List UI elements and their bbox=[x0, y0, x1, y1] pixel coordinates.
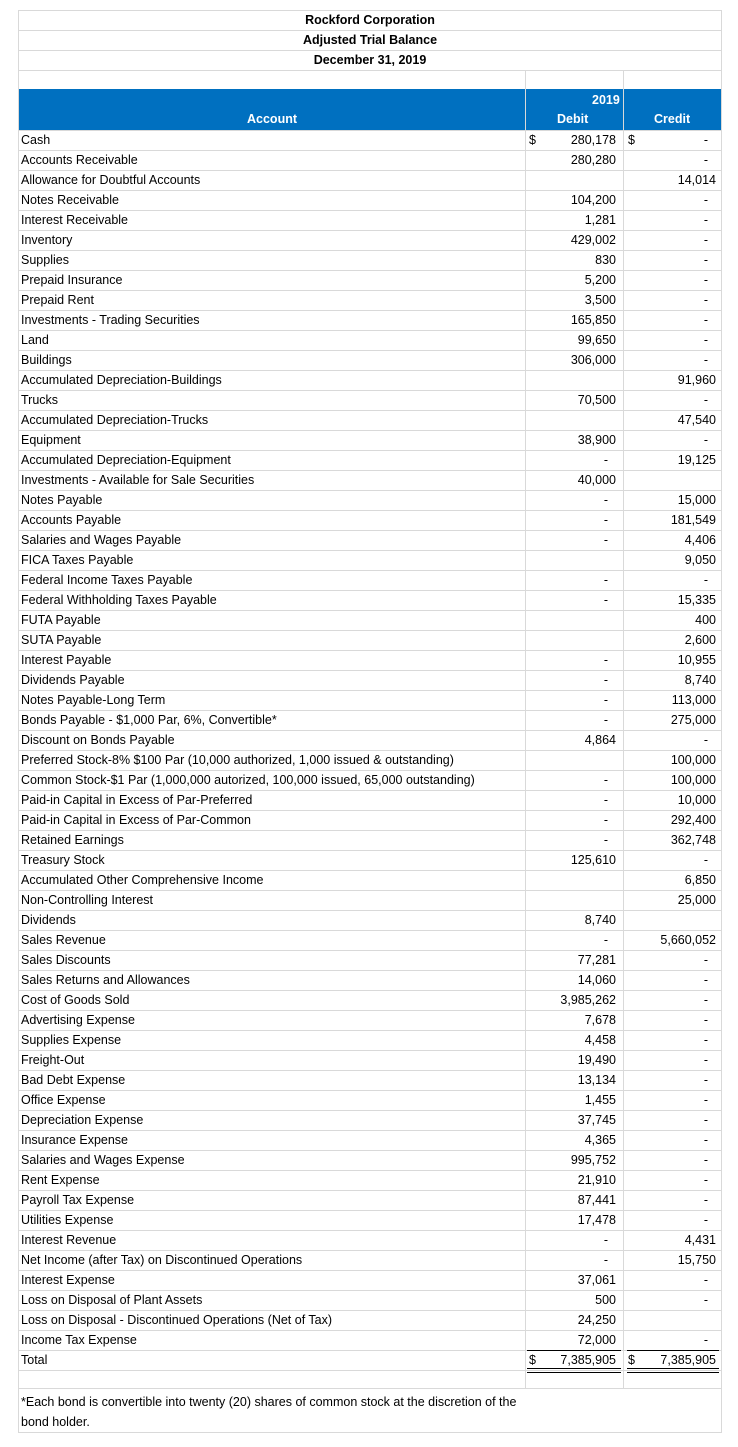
table-row bbox=[18, 470, 722, 490]
debit-amount: 87,441 bbox=[577, 1193, 616, 1207]
account-name: Interest Payable bbox=[21, 653, 112, 667]
debit-amount: 13,134 bbox=[577, 1073, 616, 1087]
total-credit-currency: $ bbox=[628, 1353, 635, 1367]
credit-amount: - bbox=[703, 1153, 708, 1167]
table-row bbox=[18, 1070, 722, 1090]
account-name: Notes Payable bbox=[21, 493, 103, 507]
credit-amount: - bbox=[703, 253, 708, 267]
account-name: Bad Debt Expense bbox=[21, 1073, 126, 1087]
table-row bbox=[18, 710, 722, 730]
credit-currency: $ bbox=[628, 133, 635, 147]
credit-amount: - bbox=[703, 1193, 708, 1207]
total-debit: 7,385,905 bbox=[560, 1353, 616, 1367]
debit-amount: 1,281 bbox=[584, 213, 616, 227]
debit-amount: 37,745 bbox=[577, 1113, 616, 1127]
table-row bbox=[18, 610, 722, 630]
account-name: Depreciation Expense bbox=[21, 1113, 144, 1127]
debit-amount: - bbox=[603, 673, 608, 687]
credit-amount: - bbox=[703, 293, 708, 307]
credit-amount: 275,000 bbox=[670, 713, 716, 727]
account-name: Interest Expense bbox=[21, 1273, 115, 1287]
account-name: Trucks bbox=[21, 393, 59, 407]
account-name: FICA Taxes Payable bbox=[21, 553, 134, 567]
account-name: Cost of Goods Sold bbox=[21, 993, 130, 1007]
debit-amount: - bbox=[603, 693, 608, 707]
table-row bbox=[18, 630, 722, 650]
credit-amount: - bbox=[703, 993, 708, 1007]
table-row bbox=[18, 190, 722, 210]
account-name: Supplies bbox=[21, 253, 69, 267]
account-name: Common Stock-$1 Par (1,000,000 autorized, 100,000 issued, 65,000 outstanding) bbox=[21, 773, 475, 787]
debit-amount: 72,000 bbox=[577, 1333, 616, 1347]
table-row bbox=[18, 890, 722, 910]
table-row bbox=[18, 1050, 722, 1070]
credit-amount: 8,740 bbox=[684, 673, 716, 687]
total-credit: 7,385,905 bbox=[660, 1353, 716, 1367]
debit-amount: - bbox=[603, 1233, 608, 1247]
account-name: Paid-in Capital in Excess of Par-Preferred bbox=[21, 793, 253, 807]
debit-amount: 4,365 bbox=[584, 1133, 616, 1147]
credit-amount: 4,431 bbox=[684, 1233, 716, 1247]
column-header-band bbox=[18, 89, 722, 130]
account-name: Dividends bbox=[21, 913, 76, 927]
table-row bbox=[18, 1110, 722, 1130]
credit-amount: 10,000 bbox=[677, 793, 716, 807]
debit-amount: - bbox=[603, 493, 608, 507]
table-row bbox=[18, 310, 722, 330]
account-column-header: Account bbox=[247, 112, 297, 126]
credit-amount: - bbox=[703, 1213, 708, 1227]
debit-amount: 830 bbox=[595, 253, 616, 267]
debit-amount: 70,500 bbox=[577, 393, 616, 407]
debit-amount: - bbox=[603, 593, 608, 607]
account-name: Loss on Disposal - Discontinued Operations (Net of Tax) bbox=[21, 1313, 333, 1327]
table-row bbox=[18, 570, 722, 590]
account-name: Office Expense bbox=[21, 1093, 106, 1107]
credit-amount: 15,750 bbox=[677, 1253, 716, 1267]
credit-amount: 100,000 bbox=[670, 773, 716, 787]
table-row bbox=[18, 750, 722, 770]
grid-line bbox=[18, 1388, 722, 1389]
debit-amount: 3,985,262 bbox=[560, 993, 616, 1007]
credit-amount: 6,850 bbox=[684, 873, 716, 887]
credit-amount: - bbox=[703, 313, 708, 327]
account-name: FUTA Payable bbox=[21, 613, 101, 627]
table-row bbox=[18, 1330, 722, 1350]
account-name: Cash bbox=[21, 133, 51, 147]
table-row bbox=[18, 550, 722, 570]
report-date: December 31, 2019 bbox=[313, 53, 427, 67]
table-row bbox=[18, 1010, 722, 1030]
credit-amount: - bbox=[703, 1293, 708, 1307]
account-name: Notes Payable-Long Term bbox=[21, 693, 166, 707]
table-row bbox=[18, 1090, 722, 1110]
account-name: Accumulated Depreciation-Equipment bbox=[21, 453, 231, 467]
debit-amount: - bbox=[603, 833, 608, 847]
debit-amount: 37,061 bbox=[577, 1273, 616, 1287]
debit-amount: 125,610 bbox=[570, 853, 616, 867]
debit-amount: - bbox=[603, 713, 608, 727]
table-row bbox=[18, 450, 722, 470]
debit-amount: - bbox=[603, 653, 608, 667]
credit-amount: 15,335 bbox=[677, 593, 716, 607]
credit-amount: 5,660,052 bbox=[660, 933, 716, 947]
account-name: Sales Discounts bbox=[21, 953, 111, 967]
debit-amount: 21,910 bbox=[577, 1173, 616, 1187]
credit-amount: 25,000 bbox=[677, 893, 716, 907]
account-name: Interest Receivable bbox=[21, 213, 129, 227]
account-name: Utilities Expense bbox=[21, 1213, 114, 1227]
account-name: Salaries and Wages Expense bbox=[21, 1153, 185, 1167]
table-row bbox=[18, 770, 722, 790]
credit-amount: 292,400 bbox=[670, 813, 716, 827]
account-name: SUTA Payable bbox=[21, 633, 102, 647]
table-row bbox=[18, 1150, 722, 1170]
credit-amount: - bbox=[703, 953, 708, 967]
table-row bbox=[18, 230, 722, 250]
table-row bbox=[18, 590, 722, 610]
debit-amount: 24,250 bbox=[577, 1313, 616, 1327]
table-row bbox=[18, 1290, 722, 1310]
credit-amount: - bbox=[703, 233, 708, 247]
account-name: Accounts Receivable bbox=[21, 153, 138, 167]
table-row bbox=[18, 1230, 722, 1250]
debit-amount: 165,850 bbox=[570, 313, 616, 327]
grid-line bbox=[18, 70, 722, 71]
credit-amount: - bbox=[703, 193, 708, 207]
account-name: Accumulated Depreciation-Buildings bbox=[21, 373, 222, 387]
debit-amount: 104,200 bbox=[570, 193, 616, 207]
account-name: Federal Withholding Taxes Payable bbox=[21, 593, 217, 607]
debit-amount: - bbox=[603, 793, 608, 807]
debit-amount: - bbox=[603, 773, 608, 787]
table-row bbox=[18, 530, 722, 550]
credit-amount: 100,000 bbox=[670, 753, 716, 767]
credit-amount: 91,960 bbox=[677, 373, 716, 387]
table-row bbox=[18, 410, 722, 430]
table-row bbox=[18, 1310, 722, 1330]
table-row bbox=[18, 990, 722, 1010]
total-label: Total bbox=[21, 1353, 48, 1367]
credit-amount: 19,125 bbox=[677, 453, 716, 467]
table-row bbox=[18, 790, 722, 810]
debit-amount: 280,178 bbox=[570, 133, 616, 147]
account-name: Accounts Payable bbox=[21, 513, 122, 527]
footnote: *Each bond is convertible into twenty (20) shares of common stock at the discretion of the bond holder. bbox=[21, 1395, 517, 1429]
credit-column-header: Credit bbox=[654, 112, 691, 126]
credit-amount: 9,050 bbox=[684, 553, 716, 567]
credit-amount: - bbox=[703, 853, 708, 867]
credit-amount: 4,406 bbox=[684, 533, 716, 547]
account-name: Buildings bbox=[21, 353, 72, 367]
debit-amount: 995,752 bbox=[570, 1153, 616, 1167]
table-row bbox=[18, 1170, 722, 1190]
credit-amount: 181,549 bbox=[670, 513, 716, 527]
credit-amount: - bbox=[703, 1173, 708, 1187]
debit-amount: - bbox=[603, 813, 608, 827]
account-name: Dividends Payable bbox=[21, 673, 125, 687]
debit-amount: - bbox=[603, 1253, 608, 1267]
grid-line bbox=[18, 1432, 722, 1433]
table-row bbox=[18, 390, 722, 410]
table-row bbox=[18, 970, 722, 990]
total-row bbox=[18, 1350, 722, 1370]
account-name: Non-Controlling Interest bbox=[21, 893, 154, 907]
credit-amount: - bbox=[703, 733, 708, 747]
table-row bbox=[18, 330, 722, 350]
debit-amount: - bbox=[603, 513, 608, 527]
debit-amount: 7,678 bbox=[584, 1013, 616, 1027]
account-name: Paid-in Capital in Excess of Par-Common bbox=[21, 813, 251, 827]
table-row bbox=[18, 250, 722, 270]
table-row bbox=[18, 1190, 722, 1210]
table-row bbox=[18, 210, 722, 230]
credit-amount: - bbox=[703, 393, 708, 407]
credit-amount: - bbox=[703, 153, 708, 167]
credit-amount: - bbox=[703, 573, 708, 587]
table-row bbox=[18, 1270, 722, 1290]
account-name: Accumulated Depreciation-Trucks bbox=[21, 413, 209, 427]
table-row bbox=[18, 930, 722, 950]
debit-amount: 77,281 bbox=[577, 953, 616, 967]
debit-amount: 40,000 bbox=[577, 473, 616, 487]
debit-amount: 500 bbox=[595, 1293, 616, 1307]
debit-amount: 1,455 bbox=[584, 1093, 616, 1107]
account-name: Interest Revenue bbox=[21, 1233, 117, 1247]
credit-amount: - bbox=[703, 133, 708, 147]
credit-amount: 15,000 bbox=[677, 493, 716, 507]
credit-amount: - bbox=[703, 1333, 708, 1347]
credit-amount: - bbox=[703, 353, 708, 367]
table-row bbox=[18, 150, 722, 170]
table-row bbox=[18, 430, 722, 450]
account-name: Rent Expense bbox=[21, 1173, 100, 1187]
table-row bbox=[18, 130, 722, 150]
credit-amount: - bbox=[703, 1013, 708, 1027]
account-name: Prepaid Insurance bbox=[21, 273, 123, 287]
account-name: Treasury Stock bbox=[21, 853, 105, 867]
account-name: Preferred Stock-8% $100 Par (10,000 authorized, 1,000 issued & outstanding) bbox=[21, 753, 454, 767]
credit-amount: 362,748 bbox=[670, 833, 716, 847]
table-row bbox=[18, 690, 722, 710]
credit-amount: - bbox=[703, 1033, 708, 1047]
year-column-header: 2019 bbox=[592, 93, 620, 107]
table-row bbox=[18, 170, 722, 190]
table-row bbox=[18, 910, 722, 930]
credit-amount: - bbox=[703, 333, 708, 347]
account-name: Bonds Payable - $1,000 Par, 6%, Convertible* bbox=[21, 713, 277, 727]
table-row bbox=[18, 370, 722, 390]
account-name: Sales Returns and Allowances bbox=[21, 973, 190, 987]
account-name: Net Income (after Tax) on Discontinued Operations bbox=[21, 1253, 303, 1267]
debit-currency: $ bbox=[529, 133, 536, 147]
debit-amount: 306,000 bbox=[570, 353, 616, 367]
account-name: Payroll Tax Expense bbox=[21, 1193, 135, 1207]
table-row bbox=[18, 810, 722, 830]
credit-amount: - bbox=[703, 1093, 708, 1107]
credit-amount: - bbox=[703, 973, 708, 987]
account-name: Accumulated Other Comprehensive Income bbox=[21, 873, 264, 887]
debit-amount: 4,458 bbox=[584, 1033, 616, 1047]
account-name: Supplies Expense bbox=[21, 1033, 122, 1047]
credit-amount: - bbox=[703, 273, 708, 287]
table-row bbox=[18, 270, 722, 290]
report-title: Adjusted Trial Balance bbox=[302, 33, 438, 47]
account-name: Inventory bbox=[21, 233, 73, 247]
table-row bbox=[18, 730, 722, 750]
credit-amount: 47,540 bbox=[677, 413, 716, 427]
credit-amount: 10,955 bbox=[677, 653, 716, 667]
debit-amount: - bbox=[603, 573, 608, 587]
credit-amount: 14,014 bbox=[677, 173, 716, 187]
credit-amount: - bbox=[703, 433, 708, 447]
company-name: Rockford Corporation bbox=[305, 13, 435, 27]
account-name: Insurance Expense bbox=[21, 1133, 129, 1147]
debit-amount: 99,650 bbox=[577, 333, 616, 347]
debit-amount: - bbox=[603, 533, 608, 547]
table-row bbox=[18, 1030, 722, 1050]
debit-amount: 429,002 bbox=[570, 233, 616, 247]
credit-amount: - bbox=[703, 1073, 708, 1087]
table-row bbox=[18, 670, 722, 690]
table-row bbox=[18, 1210, 722, 1230]
account-name: Freight-Out bbox=[21, 1053, 85, 1067]
credit-amount: 2,600 bbox=[684, 633, 716, 647]
account-name: Advertising Expense bbox=[21, 1013, 135, 1027]
credit-amount: - bbox=[703, 1133, 708, 1147]
table-row bbox=[18, 1130, 722, 1150]
account-name: Prepaid Rent bbox=[21, 293, 94, 307]
total-debit-currency: $ bbox=[529, 1353, 536, 1367]
debit-amount: 38,900 bbox=[577, 433, 616, 447]
account-name: Sales Revenue bbox=[21, 933, 106, 947]
grid-line bbox=[18, 10, 722, 11]
debit-amount: 3,500 bbox=[584, 293, 616, 307]
account-name: Loss on Disposal of Plant Assets bbox=[21, 1293, 203, 1307]
table-row bbox=[18, 490, 722, 510]
table-row bbox=[18, 950, 722, 970]
debit-amount: 14,060 bbox=[577, 973, 616, 987]
account-name: Salaries and Wages Payable bbox=[21, 533, 182, 547]
table-row bbox=[18, 850, 722, 870]
table-row bbox=[18, 510, 722, 530]
account-name: Retained Earnings bbox=[21, 833, 124, 847]
debit-amount: 280,280 bbox=[570, 153, 616, 167]
grid-line bbox=[18, 30, 722, 31]
debit-amount: - bbox=[603, 453, 608, 467]
table-row bbox=[18, 350, 722, 370]
table-row bbox=[18, 290, 722, 310]
credit-amount: - bbox=[703, 213, 708, 227]
credit-amount: 113,000 bbox=[671, 693, 716, 707]
credit-amount: - bbox=[703, 1113, 708, 1127]
debit-column-header: Debit bbox=[557, 112, 589, 126]
account-name: Investments - Available for Sale Securities bbox=[21, 473, 255, 487]
debit-amount: 4,864 bbox=[584, 733, 616, 747]
grid-line bbox=[18, 50, 722, 51]
table-row bbox=[18, 1250, 722, 1270]
account-name: Land bbox=[21, 333, 49, 347]
account-name: Allowance for Doubtful Accounts bbox=[21, 173, 201, 187]
table-row bbox=[18, 870, 722, 890]
account-name: Notes Receivable bbox=[21, 193, 119, 207]
credit-amount: - bbox=[703, 1273, 708, 1287]
debit-amount: 8,740 bbox=[584, 913, 616, 927]
debit-amount: 19,490 bbox=[577, 1053, 616, 1067]
account-name: Discount on Bonds Payable bbox=[21, 733, 175, 747]
debit-amount: 5,200 bbox=[584, 273, 616, 287]
credit-amount: - bbox=[703, 1053, 708, 1067]
debit-amount: - bbox=[603, 933, 608, 947]
table-row bbox=[18, 650, 722, 670]
account-name: Equipment bbox=[21, 433, 81, 447]
account-name: Income Tax Expense bbox=[21, 1333, 137, 1347]
account-name: Federal Income Taxes Payable bbox=[21, 573, 193, 587]
table-row bbox=[18, 830, 722, 850]
credit-amount: 400 bbox=[695, 613, 716, 627]
debit-amount: 17,478 bbox=[577, 1213, 616, 1227]
account-name: Investments - Trading Securities bbox=[21, 313, 200, 327]
